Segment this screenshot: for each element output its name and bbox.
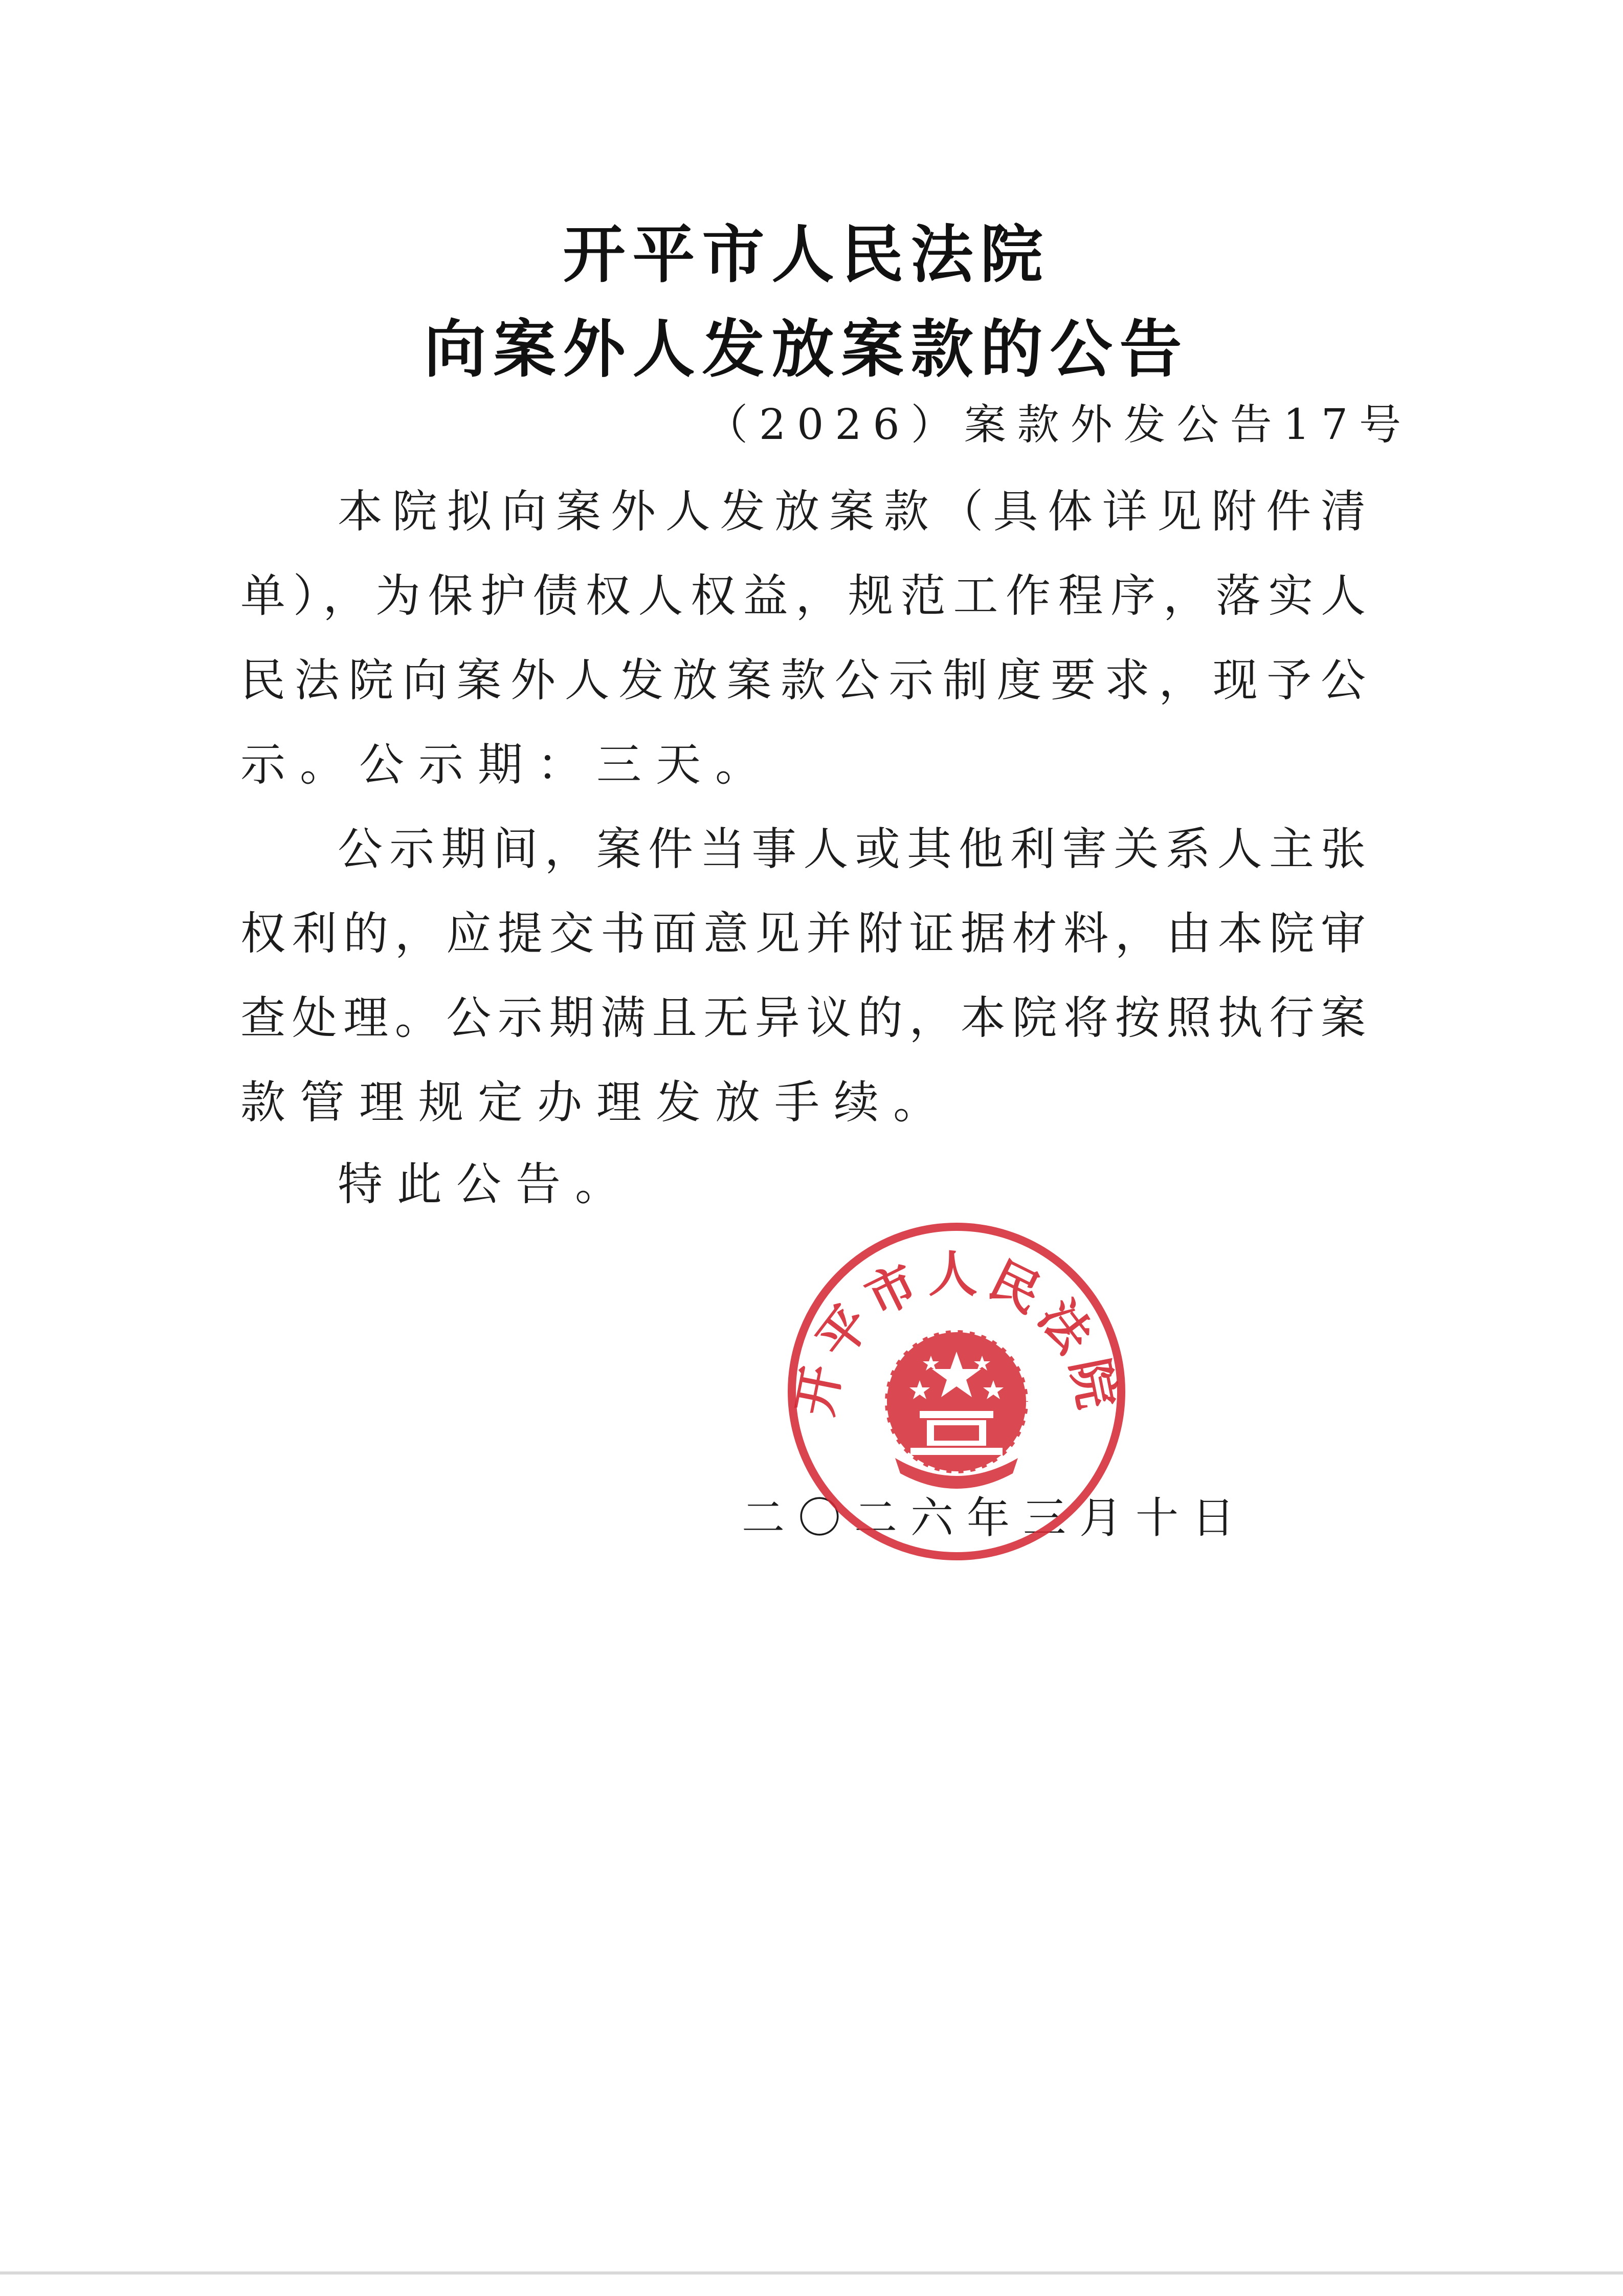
- document-title-subject: 向案外人发放案款的公告: [424, 312, 1189, 386]
- paragraph-1-line-2: 单），为保护债权人权益，规范工作程序，落实人: [240, 569, 1366, 622]
- paragraph-1-line-4: 示。公示期：三天。: [240, 738, 775, 791]
- seal-text: 开平市人民法院: [785, 1245, 1128, 1421]
- document-number: （2026）案款外发公告17号: [706, 401, 1413, 449]
- closing-statement: 特此公告。: [338, 1158, 635, 1210]
- issue-date: 二〇二六年三月十日: [742, 1493, 1249, 1543]
- court-seal-icon: [783, 1218, 1130, 1565]
- paragraph-2-line-2: 权利的，应提交书面意见并附证据材料，由本院审: [240, 907, 1366, 960]
- scan-edge-line: [0, 2271, 1623, 2275]
- paragraph-2-line-4: 款管理规定办理发放手续。: [240, 1076, 953, 1129]
- paragraph-2-line-1: 公示期间，案件当事人或其他利害关系人主张: [338, 823, 1366, 875]
- paragraph-1-line-1: 本院拟向案外人发放案款（具体详见附件清: [338, 485, 1366, 538]
- document-title-court: 开平市人民法院: [563, 217, 1050, 291]
- paragraph-2-line-3: 查处理。公示期满且无异议的，本院将按照执行案: [240, 991, 1366, 1044]
- paragraph-1-line-3: 民法院向案外人发放案款公示制度要求，现予公: [240, 654, 1366, 707]
- national-emblem-icon: [885, 1330, 1028, 1489]
